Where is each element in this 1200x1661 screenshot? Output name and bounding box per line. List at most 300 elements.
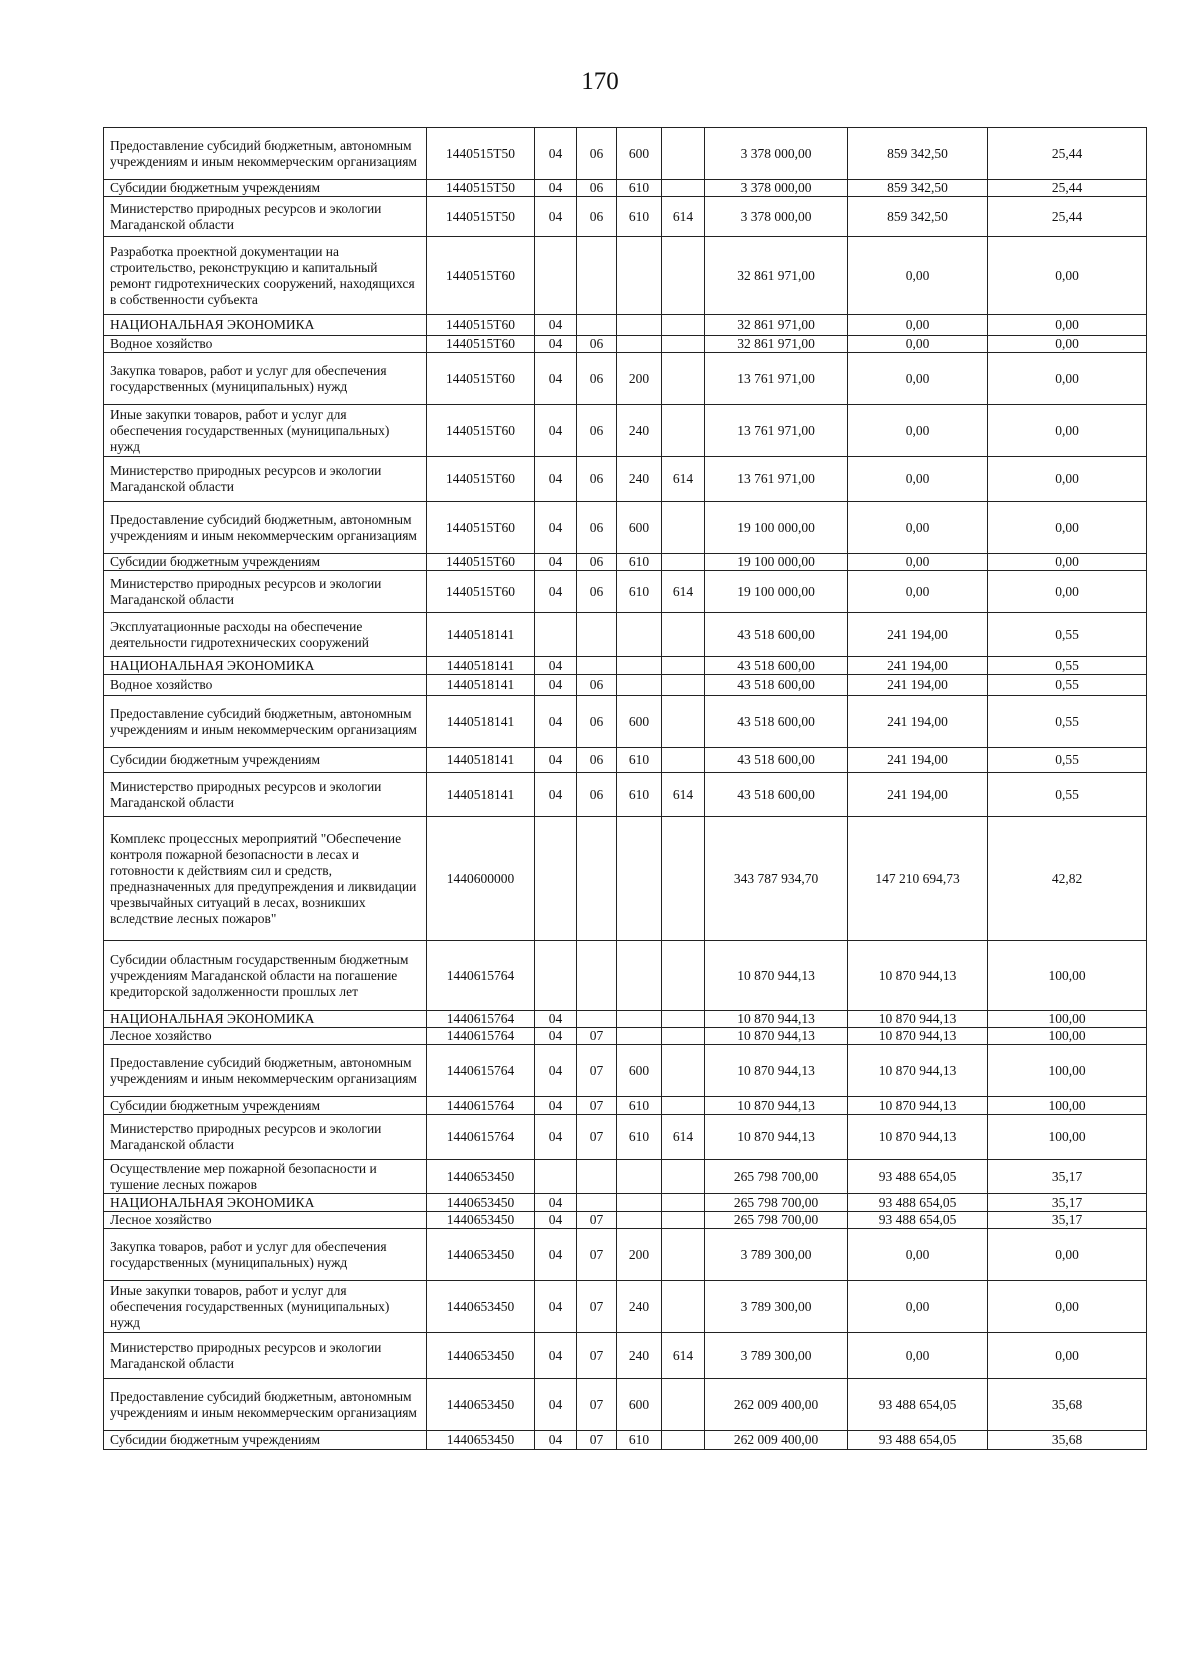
cell-name: Предоставление субсидий бюджетным, автономным учреждениям и иным некоммерческим организациям [104, 696, 427, 748]
cell-code: 1440615764 [427, 1097, 535, 1115]
cell-plan-amount: 43 518 600,00 [705, 696, 848, 748]
table-row [104, 1011, 1147, 1028]
cell-plan-amount: 3 789 300,00 [705, 1333, 848, 1379]
cell-percent: 0,00 [988, 315, 1147, 336]
cell-section: 04 [535, 1212, 577, 1229]
cell-admin-code [662, 353, 705, 405]
cell-code: 1440515Т60 [427, 457, 535, 502]
cell-subsection: 06 [577, 197, 617, 237]
cell-actual-amount: 0,00 [848, 1333, 988, 1379]
cell-percent: 0,00 [988, 1281, 1147, 1333]
cell-plan-amount: 3 378 000,00 [705, 128, 848, 180]
cell-plan-amount: 3 378 000,00 [705, 180, 848, 197]
cell-subsection [577, 657, 617, 675]
cell-name: Предоставление субсидий бюджетным, автономным учреждениям и иным некоммерческим организациям [104, 128, 427, 180]
cell-expense-type [617, 613, 662, 657]
cell-code: 1440653450 [427, 1379, 535, 1431]
cell-percent: 0,55 [988, 675, 1147, 696]
cell-admin-code [662, 1028, 705, 1045]
cell-plan-amount: 262 009 400,00 [705, 1431, 848, 1450]
cell-admin-code [662, 237, 705, 315]
cell-expense-type [617, 315, 662, 336]
cell-expense-type: 240 [617, 405, 662, 457]
cell-actual-amount: 241 194,00 [848, 675, 988, 696]
cell-code: 1440518141 [427, 748, 535, 773]
cell-section: 04 [535, 554, 577, 571]
cell-name: Министерство природных ресурсов и экологии Магаданской области [104, 1333, 427, 1379]
cell-admin-code: 614 [662, 457, 705, 502]
cell-actual-amount: 10 870 944,13 [848, 1115, 988, 1160]
cell-name: Закупка товаров, работ и услуг для обеспечения государственных (муниципальных) нужд [104, 353, 427, 405]
cell-plan-amount: 265 798 700,00 [705, 1212, 848, 1229]
cell-subsection: 07 [577, 1431, 617, 1450]
cell-admin-code [662, 128, 705, 180]
cell-subsection: 06 [577, 571, 617, 613]
cell-plan-amount: 265 798 700,00 [705, 1160, 848, 1194]
cell-name: Эксплуатационные расходы на обеспечение деятельности гидротехнических сооружений [104, 613, 427, 657]
table-row [104, 675, 1147, 696]
cell-plan-amount: 43 518 600,00 [705, 748, 848, 773]
cell-section: 04 [535, 1333, 577, 1379]
cell-actual-amount: 10 870 944,13 [848, 1097, 988, 1115]
cell-actual-amount: 93 488 654,05 [848, 1194, 988, 1212]
cell-section: 04 [535, 197, 577, 237]
cell-name: НАЦИОНАЛЬНАЯ ЭКОНОМИКА [104, 1194, 427, 1212]
cell-expense-type: 600 [617, 502, 662, 554]
cell-percent: 100,00 [988, 1097, 1147, 1115]
cell-section: 04 [535, 773, 577, 817]
cell-code: 1440653450 [427, 1160, 535, 1194]
cell-expense-type: 610 [617, 1097, 662, 1115]
cell-name: Субсидии областным государственным бюджетным учреждениям Магаданской области на погашение кредиторской задолженности прошлых лет [104, 941, 427, 1011]
cell-percent: 0,00 [988, 405, 1147, 457]
cell-percent: 0,00 [988, 554, 1147, 571]
cell-code: 1440615764 [427, 1028, 535, 1045]
cell-percent: 0,00 [988, 502, 1147, 554]
cell-percent: 100,00 [988, 1011, 1147, 1028]
cell-admin-code [662, 657, 705, 675]
table-row [104, 1194, 1147, 1212]
cell-name: Водное хозяйство [104, 336, 427, 353]
cell-percent: 35,68 [988, 1431, 1147, 1450]
cell-subsection [577, 941, 617, 1011]
table-row [104, 237, 1147, 315]
cell-code: 1440518141 [427, 773, 535, 817]
cell-section: 04 [535, 336, 577, 353]
cell-plan-amount: 10 870 944,13 [705, 1097, 848, 1115]
table-row [104, 1097, 1147, 1115]
cell-percent: 25,44 [988, 197, 1147, 237]
cell-name: Министерство природных ресурсов и экологии Магаданской области [104, 1115, 427, 1160]
cell-admin-code [662, 1011, 705, 1028]
cell-admin-code: 614 [662, 197, 705, 237]
cell-percent: 0,00 [988, 457, 1147, 502]
cell-subsection: 07 [577, 1115, 617, 1160]
cell-plan-amount: 43 518 600,00 [705, 657, 848, 675]
table-row [104, 1115, 1147, 1160]
cell-code: 1440518141 [427, 613, 535, 657]
cell-section: 04 [535, 696, 577, 748]
cell-percent: 25,44 [988, 180, 1147, 197]
cell-plan-amount: 3 789 300,00 [705, 1281, 848, 1333]
cell-plan-amount: 10 870 944,13 [705, 941, 848, 1011]
cell-name: Министерство природных ресурсов и экологии Магаданской области [104, 197, 427, 237]
cell-section: 04 [535, 1194, 577, 1212]
cell-plan-amount: 3 789 300,00 [705, 1229, 848, 1281]
cell-plan-amount: 10 870 944,13 [705, 1011, 848, 1028]
cell-expense-type: 240 [617, 1333, 662, 1379]
cell-section: 04 [535, 657, 577, 675]
cell-admin-code: 614 [662, 773, 705, 817]
cell-admin-code [662, 1379, 705, 1431]
cell-admin-code [662, 1097, 705, 1115]
cell-code: 1440515Т60 [427, 502, 535, 554]
cell-plan-amount: 43 518 600,00 [705, 773, 848, 817]
cell-actual-amount: 0,00 [848, 457, 988, 502]
table-row [104, 748, 1147, 773]
cell-code: 1440515Т60 [427, 554, 535, 571]
cell-admin-code: 614 [662, 571, 705, 613]
cell-plan-amount: 343 787 934,70 [705, 817, 848, 941]
cell-name: Комплекс процессных мероприятий "Обеспечение контроля пожарной безопасности в лесах и готовности к действиям сил и средств, предназначенных для предупреждения и ликвидации чрезвычайных ситуаций в лесах, возникших вследствие лесных пожаров" [104, 817, 427, 941]
cell-actual-amount: 0,00 [848, 405, 988, 457]
cell-expense-type: 610 [617, 571, 662, 613]
cell-section: 04 [535, 675, 577, 696]
cell-name: Лесное хозяйство [104, 1028, 427, 1045]
cell-actual-amount: 241 194,00 [848, 748, 988, 773]
cell-percent: 100,00 [988, 1115, 1147, 1160]
cell-name: Субсидии бюджетным учреждениям [104, 1431, 427, 1450]
cell-name: Субсидии бюджетным учреждениям [104, 748, 427, 773]
cell-expense-type: 610 [617, 773, 662, 817]
cell-section: 04 [535, 128, 577, 180]
cell-name: Закупка товаров, работ и услуг для обеспечения государственных (муниципальных) нужд [104, 1229, 427, 1281]
budget-table [103, 127, 1147, 1450]
cell-plan-amount: 3 378 000,00 [705, 197, 848, 237]
cell-code: 1440653450 [427, 1229, 535, 1281]
cell-expense-type [617, 1028, 662, 1045]
cell-expense-type [617, 941, 662, 1011]
cell-admin-code [662, 941, 705, 1011]
table-row [104, 657, 1147, 675]
cell-name: Предоставление субсидий бюджетным, автономным учреждениям и иным некоммерческим организациям [104, 1045, 427, 1097]
cell-section [535, 1160, 577, 1194]
cell-expense-type [617, 336, 662, 353]
cell-admin-code [662, 405, 705, 457]
cell-percent: 0,00 [988, 571, 1147, 613]
table-row [104, 554, 1147, 571]
cell-percent: 100,00 [988, 1045, 1147, 1097]
cell-percent: 0,55 [988, 696, 1147, 748]
cell-name: Предоставление субсидий бюджетным, автономным учреждениям и иным некоммерческим организациям [104, 502, 427, 554]
cell-section: 04 [535, 1028, 577, 1045]
cell-section [535, 237, 577, 315]
cell-subsection [577, 1194, 617, 1212]
cell-code: 1440515Т50 [427, 197, 535, 237]
cell-subsection: 06 [577, 128, 617, 180]
cell-code: 1440515Т60 [427, 315, 535, 336]
cell-admin-code [662, 675, 705, 696]
cell-code: 1440653450 [427, 1212, 535, 1229]
cell-code: 1440515Т60 [427, 571, 535, 613]
cell-actual-amount: 10 870 944,13 [848, 1028, 988, 1045]
cell-code: 1440515Т60 [427, 405, 535, 457]
cell-subsection [577, 315, 617, 336]
cell-admin-code [662, 180, 705, 197]
table-row [104, 128, 1147, 180]
cell-plan-amount: 43 518 600,00 [705, 613, 848, 657]
cell-percent: 0,55 [988, 657, 1147, 675]
table-row [104, 941, 1147, 1011]
cell-expense-type: 200 [617, 353, 662, 405]
table-row [104, 405, 1147, 457]
table-row [104, 502, 1147, 554]
cell-expense-type: 610 [617, 1115, 662, 1160]
cell-subsection: 06 [577, 554, 617, 571]
cell-code: 1440653450 [427, 1194, 535, 1212]
cell-section: 04 [535, 405, 577, 457]
table-row [104, 773, 1147, 817]
table-row [104, 1229, 1147, 1281]
cell-subsection: 07 [577, 1379, 617, 1431]
cell-name: Субсидии бюджетным учреждениям [104, 554, 427, 571]
cell-admin-code [662, 315, 705, 336]
cell-subsection: 06 [577, 773, 617, 817]
cell-actual-amount: 10 870 944,13 [848, 1045, 988, 1097]
cell-expense-type [617, 1011, 662, 1028]
cell-admin-code [662, 1160, 705, 1194]
cell-subsection: 07 [577, 1281, 617, 1333]
cell-expense-type [617, 237, 662, 315]
cell-expense-type [617, 1212, 662, 1229]
cell-name: Лесное хозяйство [104, 1212, 427, 1229]
cell-subsection [577, 237, 617, 315]
cell-code: 1440515Т60 [427, 237, 535, 315]
cell-name: НАЦИОНАЛЬНАЯ ЭКОНОМИКА [104, 657, 427, 675]
cell-subsection: 07 [577, 1212, 617, 1229]
cell-percent: 0,00 [988, 336, 1147, 353]
cell-section [535, 817, 577, 941]
cell-actual-amount: 859 342,50 [848, 180, 988, 197]
cell-subsection: 06 [577, 353, 617, 405]
cell-code: 1440615764 [427, 1115, 535, 1160]
cell-name: Иные закупки товаров, работ и услуг для обеспечения государственных (муниципальных) нужд [104, 1281, 427, 1333]
table-row [104, 1431, 1147, 1450]
cell-actual-amount: 859 342,50 [848, 128, 988, 180]
cell-subsection: 07 [577, 1028, 617, 1045]
cell-admin-code [662, 696, 705, 748]
cell-plan-amount: 19 100 000,00 [705, 554, 848, 571]
cell-actual-amount: 0,00 [848, 353, 988, 405]
cell-name: Министерство природных ресурсов и экологии Магаданской области [104, 773, 427, 817]
cell-expense-type [617, 675, 662, 696]
cell-admin-code [662, 1194, 705, 1212]
table-row [104, 336, 1147, 353]
cell-name: НАЦИОНАЛЬНАЯ ЭКОНОМИКА [104, 315, 427, 336]
cell-name: Министерство природных ресурсов и экологии Магаданской области [104, 571, 427, 613]
cell-section: 04 [535, 457, 577, 502]
cell-code: 1440515Т50 [427, 128, 535, 180]
cell-section: 04 [535, 1229, 577, 1281]
cell-section: 04 [535, 353, 577, 405]
cell-plan-amount: 10 870 944,13 [705, 1115, 848, 1160]
cell-subsection: 07 [577, 1097, 617, 1115]
cell-expense-type: 600 [617, 128, 662, 180]
cell-admin-code [662, 336, 705, 353]
cell-expense-type [617, 1160, 662, 1194]
table-row [104, 1028, 1147, 1045]
cell-admin-code [662, 748, 705, 773]
cell-section: 04 [535, 1281, 577, 1333]
cell-plan-amount: 19 100 000,00 [705, 571, 848, 613]
cell-actual-amount: 93 488 654,05 [848, 1379, 988, 1431]
cell-plan-amount: 43 518 600,00 [705, 675, 848, 696]
cell-section [535, 613, 577, 657]
cell-percent: 0,00 [988, 353, 1147, 405]
cell-code: 1440518141 [427, 657, 535, 675]
cell-section: 04 [535, 1011, 577, 1028]
table-row [104, 353, 1147, 405]
cell-subsection [577, 817, 617, 941]
cell-section: 04 [535, 315, 577, 336]
cell-code: 1440653450 [427, 1431, 535, 1450]
cell-plan-amount: 10 870 944,13 [705, 1028, 848, 1045]
table-row [104, 817, 1147, 941]
cell-plan-amount: 19 100 000,00 [705, 502, 848, 554]
cell-expense-type [617, 657, 662, 675]
cell-name: Предоставление субсидий бюджетным, автономным учреждениям и иным некоммерческим организациям [104, 1379, 427, 1431]
table-row [104, 1333, 1147, 1379]
cell-expense-type: 610 [617, 554, 662, 571]
cell-expense-type: 610 [617, 748, 662, 773]
cell-admin-code: 614 [662, 1115, 705, 1160]
cell-percent: 35,17 [988, 1160, 1147, 1194]
table-row [104, 1212, 1147, 1229]
cell-subsection [577, 613, 617, 657]
cell-subsection: 06 [577, 180, 617, 197]
cell-plan-amount: 32 861 971,00 [705, 237, 848, 315]
cell-section: 04 [535, 748, 577, 773]
cell-code: 1440518141 [427, 696, 535, 748]
table-row [104, 696, 1147, 748]
cell-admin-code [662, 1431, 705, 1450]
cell-section: 04 [535, 1379, 577, 1431]
cell-actual-amount: 859 342,50 [848, 197, 988, 237]
cell-expense-type: 240 [617, 457, 662, 502]
cell-actual-amount: 93 488 654,05 [848, 1212, 988, 1229]
cell-actual-amount: 0,00 [848, 1229, 988, 1281]
cell-subsection: 06 [577, 675, 617, 696]
cell-plan-amount: 13 761 971,00 [705, 353, 848, 405]
cell-code: 1440518141 [427, 675, 535, 696]
cell-percent: 35,68 [988, 1379, 1147, 1431]
cell-subsection: 06 [577, 336, 617, 353]
cell-subsection: 06 [577, 502, 617, 554]
cell-name: Субсидии бюджетным учреждениям [104, 180, 427, 197]
table-row [104, 613, 1147, 657]
cell-name: Министерство природных ресурсов и экологии Магаданской области [104, 457, 427, 502]
cell-actual-amount: 93 488 654,05 [848, 1160, 988, 1194]
cell-actual-amount: 241 194,00 [848, 613, 988, 657]
cell-actual-amount: 0,00 [848, 571, 988, 613]
cell-section: 04 [535, 1115, 577, 1160]
cell-expense-type: 610 [617, 197, 662, 237]
table-row [104, 1281, 1147, 1333]
cell-actual-amount: 0,00 [848, 502, 988, 554]
cell-subsection [577, 1160, 617, 1194]
table-row [104, 180, 1147, 197]
cell-admin-code [662, 502, 705, 554]
table-row [104, 571, 1147, 613]
cell-section: 04 [535, 1045, 577, 1097]
cell-admin-code [662, 817, 705, 941]
table-row [104, 1045, 1147, 1097]
cell-code: 1440615764 [427, 1011, 535, 1028]
cell-subsection: 07 [577, 1229, 617, 1281]
cell-percent: 0,55 [988, 748, 1147, 773]
cell-code: 1440615764 [427, 1045, 535, 1097]
cell-code: 1440615764 [427, 941, 535, 1011]
cell-percent: 0,00 [988, 1229, 1147, 1281]
cell-percent: 100,00 [988, 1028, 1147, 1045]
cell-code: 1440515Т60 [427, 336, 535, 353]
cell-section: 04 [535, 502, 577, 554]
cell-plan-amount: 10 870 944,13 [705, 1045, 848, 1097]
cell-actual-amount: 0,00 [848, 315, 988, 336]
cell-expense-type [617, 817, 662, 941]
cell-plan-amount: 13 761 971,00 [705, 405, 848, 457]
cell-actual-amount: 241 194,00 [848, 773, 988, 817]
cell-plan-amount: 13 761 971,00 [705, 457, 848, 502]
cell-plan-amount: 32 861 971,00 [705, 315, 848, 336]
cell-percent: 0,55 [988, 773, 1147, 817]
cell-subsection: 06 [577, 405, 617, 457]
table-row [104, 1379, 1147, 1431]
cell-percent: 42,82 [988, 817, 1147, 941]
cell-plan-amount: 262 009 400,00 [705, 1379, 848, 1431]
cell-expense-type: 200 [617, 1229, 662, 1281]
cell-section: 04 [535, 571, 577, 613]
cell-code: 1440600000 [427, 817, 535, 941]
cell-actual-amount: 241 194,00 [848, 696, 988, 748]
cell-expense-type [617, 1194, 662, 1212]
cell-percent: 0,00 [988, 1333, 1147, 1379]
cell-admin-code [662, 1212, 705, 1229]
cell-actual-amount: 93 488 654,05 [848, 1431, 988, 1450]
cell-percent: 100,00 [988, 941, 1147, 1011]
table-row [104, 197, 1147, 237]
cell-admin-code [662, 1045, 705, 1097]
cell-expense-type: 600 [617, 1379, 662, 1431]
cell-section: 04 [535, 1431, 577, 1450]
cell-actual-amount: 241 194,00 [848, 657, 988, 675]
cell-plan-amount: 32 861 971,00 [705, 336, 848, 353]
cell-actual-amount: 0,00 [848, 336, 988, 353]
table-row [104, 1160, 1147, 1194]
cell-code: 1440653450 [427, 1333, 535, 1379]
cell-subsection [577, 1011, 617, 1028]
cell-actual-amount: 0,00 [848, 1281, 988, 1333]
cell-actual-amount: 10 870 944,13 [848, 941, 988, 1011]
cell-subsection: 06 [577, 696, 617, 748]
cell-admin-code [662, 613, 705, 657]
budget-table-body [104, 128, 1147, 1450]
cell-name: НАЦИОНАЛЬНАЯ ЭКОНОМИКА [104, 1011, 427, 1028]
cell-percent: 35,17 [988, 1212, 1147, 1229]
cell-subsection: 07 [577, 1045, 617, 1097]
cell-actual-amount: 147 210 694,73 [848, 817, 988, 941]
cell-actual-amount: 10 870 944,13 [848, 1011, 988, 1028]
